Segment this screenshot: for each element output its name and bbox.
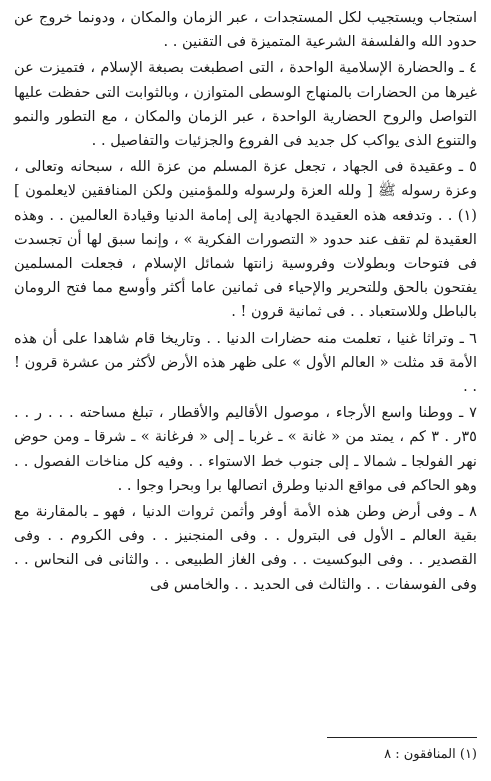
paragraph-5 — [14, 155, 477, 324]
footnote-separator — [327, 737, 477, 738]
body-text — [14, 6, 477, 597]
document-page — [14, 6, 477, 776]
paragraph-7: ٧ ـ ووطنا واسع الأرجاء ، موصول الأقاليم والأقطار ، تبلغ مساحته . . . ر . . ٣٥ر . ٣ كم ، يمتد من « غانة » ـ غربا ـ إلى « فرغانة » ـ شرقا ـ ومن حوض نهر الفولجا ـ شمالا ـ إلى جنوب خط الاستواء . . وفيه كل مناخات الفصول . . وهو الحاكم فى مواقع الدنيا وطرق اتصالها برا وبحرا وجوا . . — [14, 404, 477, 494]
paragraph-5-continuation: (١) . . وتدفعه هذه العقيدة الجهادية إلى إمامة الدنيا وقيادة العالمين . . وهذه العقيدة لم تقف عند حدود « التصورات الفكرية » ، وإنما سبق لها أن تجسدت فى فتوحات وبطولات وفروسية زانتها شمائل الإسلام ، فجعلت المسلمين يفتحون بالحق وللتحرير والإحياء فى ثمانين عاما أكثر وأوسع مما فتح الرومان بالباطل وللاستعباد . . فى ثمانية قرون ! . — [14, 206, 477, 321]
paragraph-intro: استجاب ويستجيب لكل المستجدات ، عبر الزمان والمكان ، ودونما خروج عن حدود الله والفلسفة الشرعية المتميزة فى التقنين . . — [14, 9, 477, 51]
paragraph-4: ٤ ـ والحضارة الإسلامية الواحدة ، التى اصطبغت بصبغة الإسلام ، فتميزت عن غيرها من الحضارات بالمنهاج الوسطى المتوازن ، وبالثوابت التى حفظت عليها التواصل والروح الحضارية الواحدة ، عبر الزمان والمكان ، مع التطور والنمو والتنوع الذى يواكب كل جديد فى الفروع والجزئيات والتفاصيل . . — [14, 59, 477, 150]
footnote: (١) المنافقون : ٨ — [384, 747, 477, 762]
paragraph-5-text: ٥ ـ وعقيدة فى الجهاد ، تجعل عزة المسلم من عزة الله ، سبحانه وتعالى ، وعزة رسوله ﷺ [ ولله العزة ولرسوله وللمؤمنين ولكن المنافقين لايعلمون ] — [14, 158, 477, 200]
paragraph-6: ٦ ـ وتراثا غنيا ، تعلمت منه حضارات الدنيا . . وتاريخا قام شاهدا على أن هذه الأمة قد مثلت « العالم الأول » على ظهر هذه الأرض لأكثر من عشرة قرون ! . . — [14, 329, 477, 396]
paragraph-8: ٨ ـ وفى أرض وطن هذه الأمة أوفر وأثمن ثروات الدنيا ، فهو ـ بالمقارنة مع بقية العالم ـ الأول فى البترول . . وفى المنجنيز . . وفى الكروم . . وفى القصدير . . وفى البوكسيت . . وفى الغاز الطبيعى . . والثانى فى النحاس . . وفى الفوسفات . . والثالث فى الحديد . . والخامس فى — [14, 503, 477, 593]
